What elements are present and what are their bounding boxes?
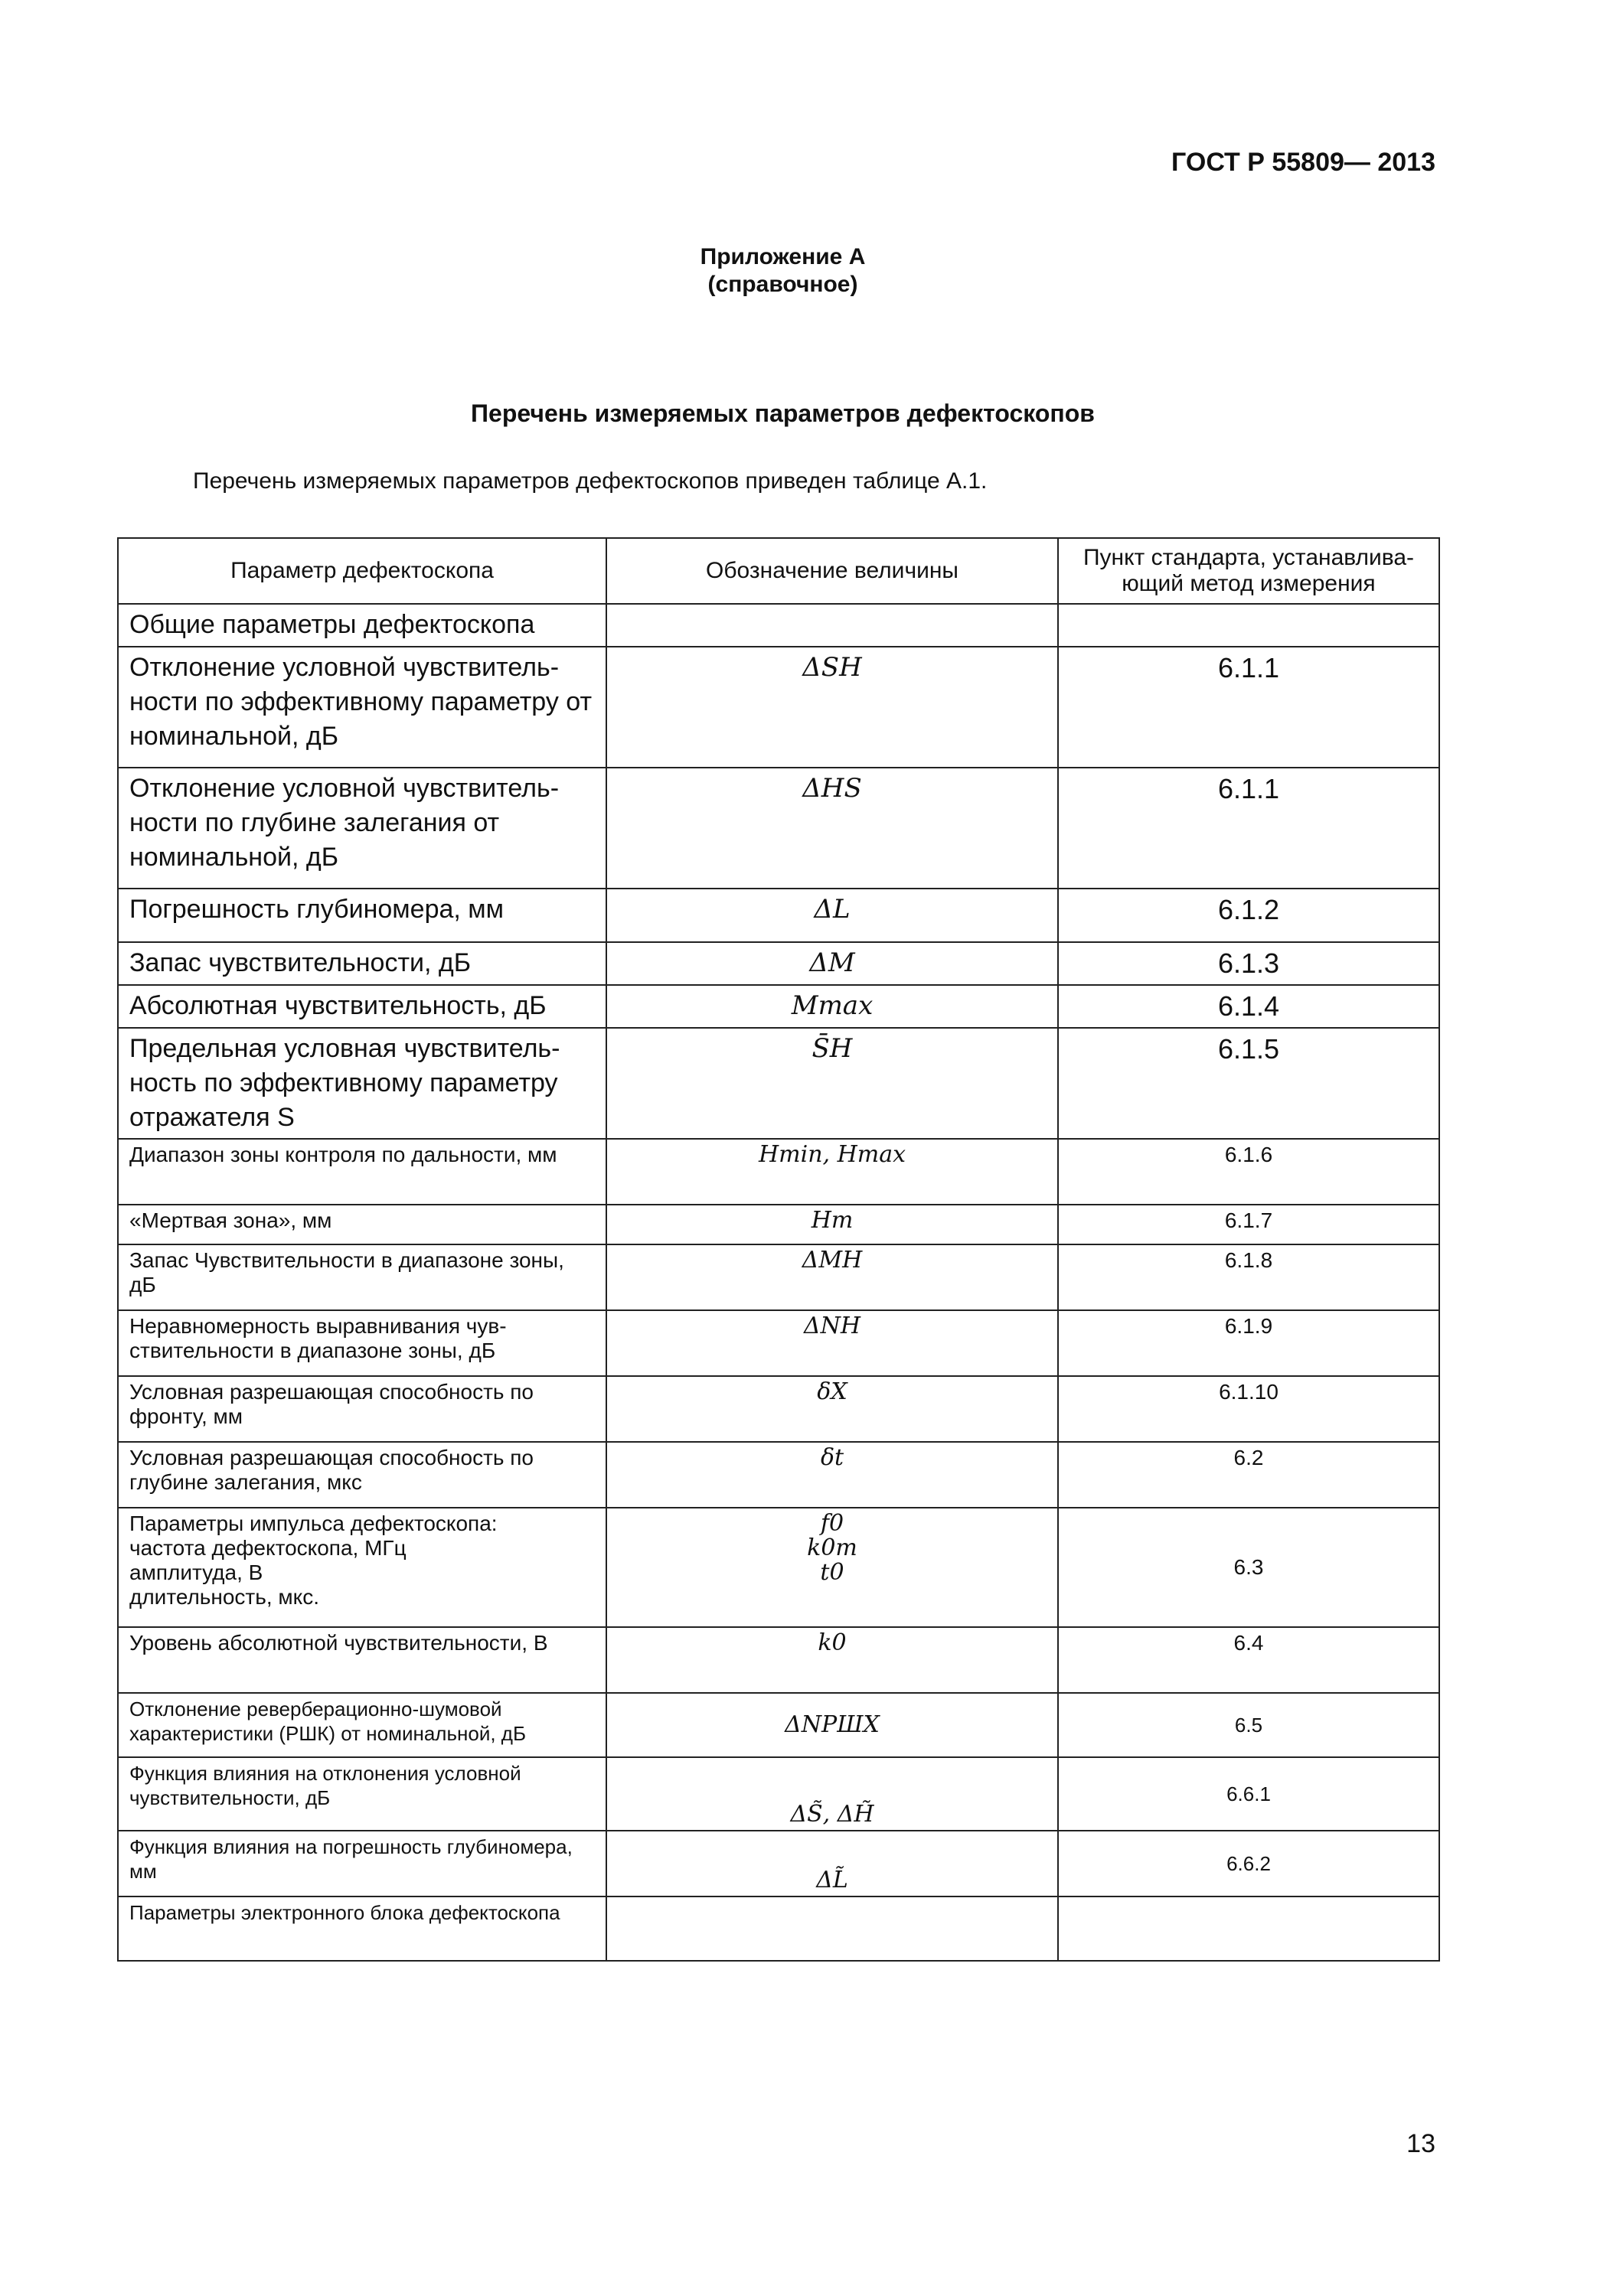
param-cell: Условная разрешающая способность по фронту, мм bbox=[118, 1376, 606, 1442]
table-header-row bbox=[118, 538, 1439, 604]
clause-cell: 6.5 bbox=[1058, 1693, 1439, 1757]
symbol-line: f0 bbox=[820, 1510, 844, 1537]
appendix-heading bbox=[0, 243, 1566, 298]
param-cell: «Мертвая зона», мм bbox=[118, 1205, 606, 1244]
param-cell bbox=[118, 1508, 606, 1627]
clause-cell: 6.1.1 bbox=[1058, 768, 1439, 889]
symbol-line: t0 bbox=[820, 1559, 844, 1586]
appendix-subtitle: (справочное) bbox=[707, 272, 858, 297]
symbol-cell: ΔHS bbox=[606, 768, 1058, 889]
symbol-cell: δX bbox=[606, 1376, 1058, 1442]
clause-cell: 6.1.10 bbox=[1058, 1376, 1439, 1442]
param-cell: Общие параметры дефектоскопа bbox=[118, 604, 606, 647]
symbol-cell: ΔL bbox=[606, 889, 1058, 942]
param-line: длительность, мкс. bbox=[129, 1585, 319, 1609]
table-row bbox=[118, 1896, 1439, 1961]
table-row bbox=[118, 1757, 1439, 1831]
table-row bbox=[118, 1508, 1439, 1627]
param-cell: Отклонение реверберационно-шумовой характеристики (РШК) от номинальной, дБ bbox=[118, 1693, 606, 1757]
clause-cell: 6.3 bbox=[1058, 1508, 1439, 1627]
table-row bbox=[118, 1627, 1439, 1693]
header-symbol: Обозначение величины bbox=[606, 538, 1058, 604]
table-row bbox=[118, 1831, 1439, 1896]
standard-code: ГОСТ Р 55809— 2013 bbox=[1171, 148, 1435, 177]
symbol-cell: δt bbox=[606, 1442, 1058, 1508]
table-row bbox=[118, 1244, 1439, 1310]
symbol-cell: Mmax bbox=[606, 985, 1058, 1028]
appendix-title: Приложение А bbox=[700, 244, 866, 269]
parameters-table bbox=[117, 537, 1440, 1962]
clause-cell: 6.1.1 bbox=[1058, 647, 1439, 768]
clause-cell: 6.6.2 bbox=[1058, 1831, 1439, 1896]
param-line: амплитуда, В bbox=[129, 1561, 263, 1584]
table-row bbox=[118, 1205, 1439, 1244]
param-cell: Запас чувствительности, дБ bbox=[118, 942, 606, 985]
table-row bbox=[118, 1028, 1439, 1139]
table-row bbox=[118, 647, 1439, 768]
clause-cell: 6.1.6 bbox=[1058, 1139, 1439, 1205]
page-number: 13 bbox=[1406, 2129, 1435, 2158]
table-row bbox=[118, 1310, 1439, 1376]
table-row bbox=[118, 768, 1439, 889]
param-line: частота дефектоскопа, МГц bbox=[129, 1536, 407, 1560]
clause-cell: 6.4 bbox=[1058, 1627, 1439, 1693]
table-row bbox=[118, 985, 1439, 1028]
table-row bbox=[118, 604, 1439, 647]
param-line: Параметры импульса дефектоскопа: bbox=[129, 1512, 498, 1535]
symbol-cell bbox=[606, 1508, 1058, 1627]
symbol-cell: ΔNH bbox=[606, 1310, 1058, 1376]
param-cell: Функция влияния на погрешность глубиномера, мм bbox=[118, 1831, 606, 1896]
clause-cell bbox=[1058, 1896, 1439, 1961]
symbol-line: k0m bbox=[807, 1534, 857, 1561]
table-row bbox=[118, 1376, 1439, 1442]
clause-cell bbox=[1058, 604, 1439, 647]
param-cell: Абсолютная чувствительность, дБ bbox=[118, 985, 606, 1028]
symbol-cell: ΔM bbox=[606, 942, 1058, 985]
table-row bbox=[118, 1693, 1439, 1757]
param-cell: Параметры электронного блока дефектоскопа bbox=[118, 1896, 606, 1961]
table-row bbox=[118, 1139, 1439, 1205]
symbol-cell: Hm bbox=[606, 1205, 1058, 1244]
param-cell: Диапазон зоны контроля по дальности, мм bbox=[118, 1139, 606, 1205]
clause-cell: 6.1.7 bbox=[1058, 1205, 1439, 1244]
header-clause: Пункт стандарта, устанавлива- ющий метод измерения bbox=[1058, 538, 1439, 604]
clause-cell: 6.1.5 bbox=[1058, 1028, 1439, 1139]
symbol-cell: ΔNРШХ bbox=[606, 1693, 1058, 1757]
param-cell: Функция влияния на отклонения условной чувствительности, дБ bbox=[118, 1757, 606, 1831]
symbol-cell: ΔMH bbox=[606, 1244, 1058, 1310]
symbol-cell bbox=[606, 604, 1058, 647]
clause-cell: 6.1.3 bbox=[1058, 942, 1439, 985]
param-cell: Погрешность глубиномера, мм bbox=[118, 889, 606, 942]
table-row bbox=[118, 889, 1439, 942]
clause-cell: 6.1.9 bbox=[1058, 1310, 1439, 1376]
symbol-cell: ΔSH bbox=[606, 647, 1058, 768]
clause-cell: 6.2 bbox=[1058, 1442, 1439, 1508]
clause-cell: 6.1.8 bbox=[1058, 1244, 1439, 1310]
intro-text: Перечень измеряемых параметров дефектоскопов приведен таблице А.1. bbox=[193, 468, 988, 494]
table-row bbox=[118, 1442, 1439, 1508]
symbol-cell bbox=[606, 1896, 1058, 1961]
param-cell: Отклонение условной чувствитель-ности по эффективному параметру от номинальной, дБ bbox=[118, 647, 606, 768]
param-cell: Неравномерность выравнивания чув-ствительности в диапазоне зоны, дБ bbox=[118, 1310, 606, 1376]
symbol-cell: S̄H bbox=[606, 1028, 1058, 1139]
param-cell: Отклонение условной чувствитель-ности по глубине залегания от номинальной, дБ bbox=[118, 768, 606, 889]
symbol-cell: Hmin, Hmax bbox=[606, 1139, 1058, 1205]
param-cell: Условная разрешающая способность по глубине залегания, мкс bbox=[118, 1442, 606, 1508]
clause-cell: 6.6.1 bbox=[1058, 1757, 1439, 1831]
section-title: Перечень измеряемых параметров дефектоскопов bbox=[471, 400, 1095, 427]
symbol-cell: ΔS̃, ΔH̃ bbox=[606, 1757, 1058, 1831]
param-cell: Предельная условная чувствитель-ность по эффективному параметру отражателя S bbox=[118, 1028, 606, 1139]
clause-cell: 6.1.4 bbox=[1058, 985, 1439, 1028]
table-row bbox=[118, 942, 1439, 985]
header-parameter: Параметр дефектоскопа bbox=[118, 538, 606, 604]
symbol-cell: ΔL̃ bbox=[606, 1831, 1058, 1896]
param-cell: Запас Чувствительности в диапазоне зоны, дБ bbox=[118, 1244, 606, 1310]
symbol-cell: k0 bbox=[606, 1627, 1058, 1693]
clause-cell: 6.1.2 bbox=[1058, 889, 1439, 942]
param-cell: Уровень абсолютной чувствительности, В bbox=[118, 1627, 606, 1693]
